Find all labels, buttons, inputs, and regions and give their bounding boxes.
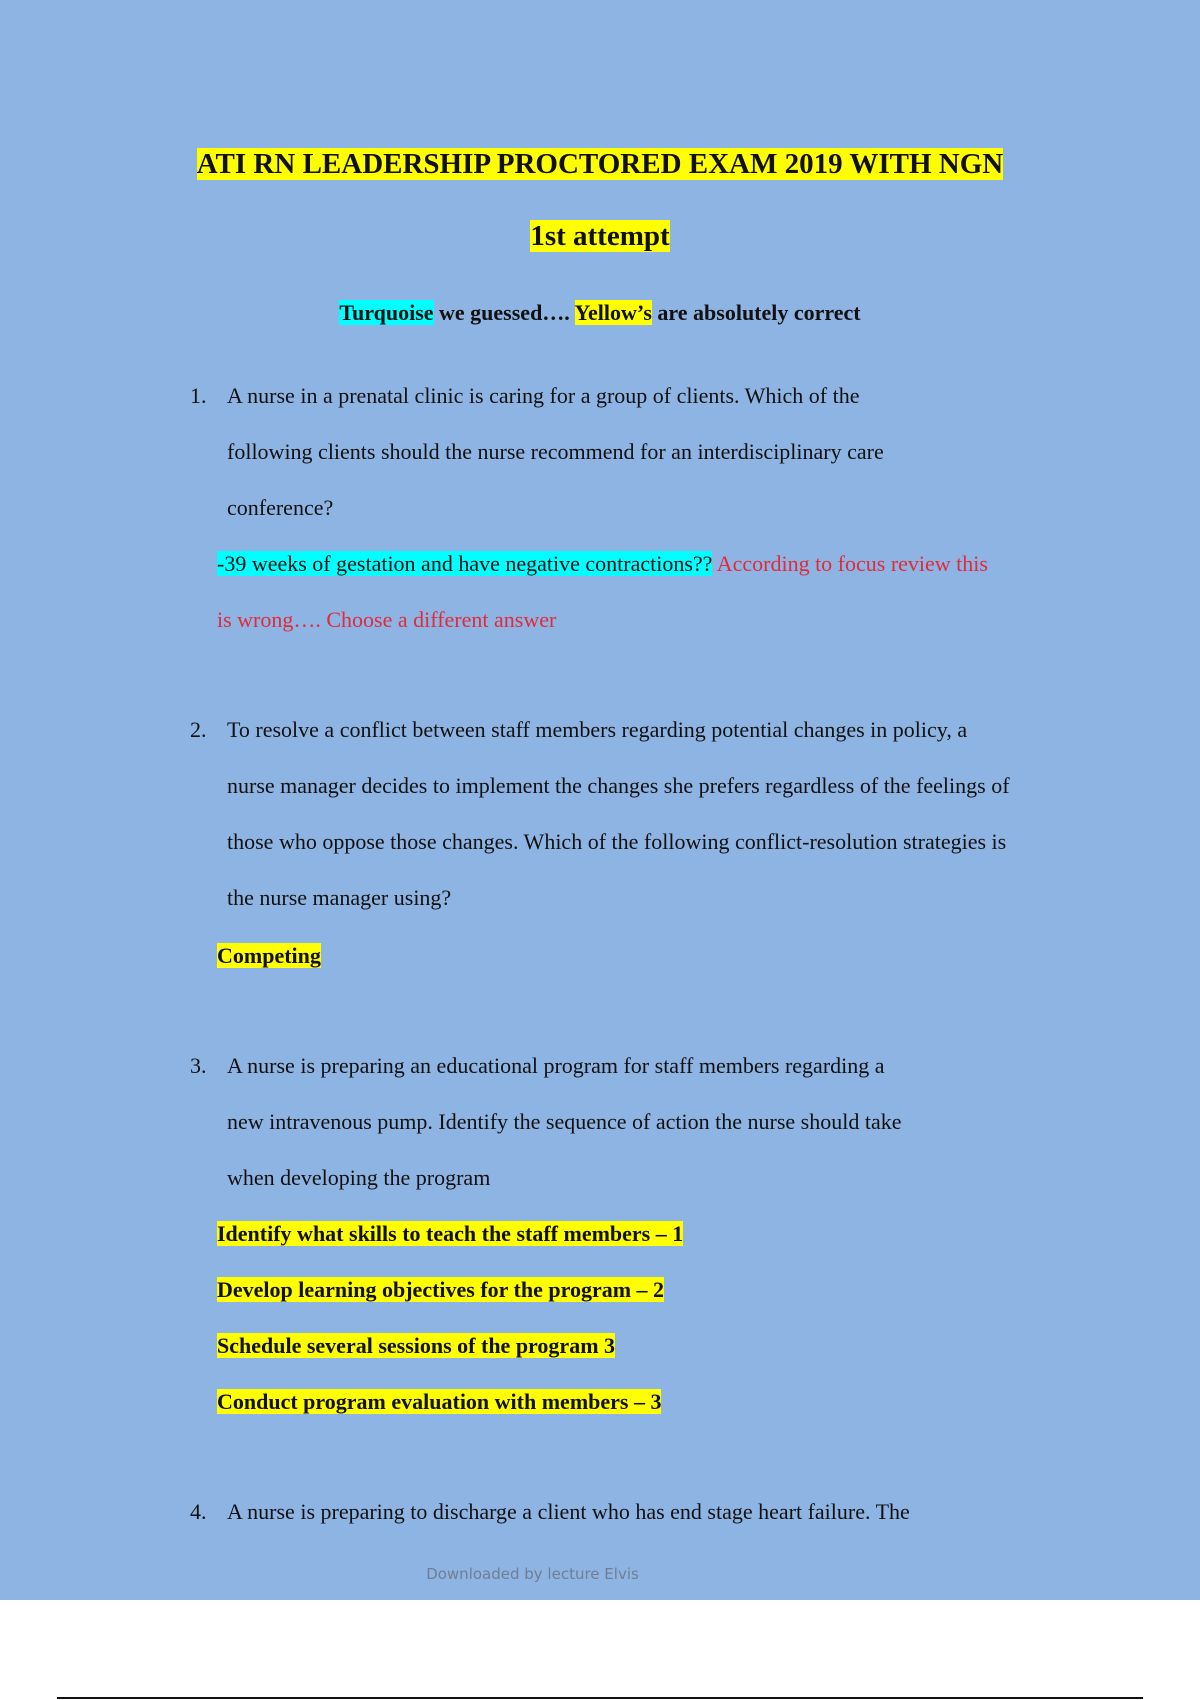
question-line: following clients should the nurse recommend for an interdisciplinary care xyxy=(227,439,884,464)
legend-middle: we guessed…. xyxy=(433,300,575,325)
question-line: those who oppose those changes. Which of the following conflict-resolution strategies is xyxy=(227,829,1007,854)
question-line: when developing the program xyxy=(227,1165,491,1190)
question-line: A nurse is preparing to discharge a client who has end stage heart failure. The xyxy=(227,1499,910,1524)
question-line: A nurse is preparing an educational program for staff members regarding a xyxy=(227,1053,885,1078)
question-1-answer xyxy=(217,536,1097,648)
question-text xyxy=(227,1484,1110,1540)
question-number: 1. xyxy=(190,383,207,408)
page-divider xyxy=(57,1697,1143,1699)
question-line: To resolve a conflict between staff members regarding potential changes in policy, a xyxy=(227,717,968,742)
download-watermark: Downloaded by lecture Elvis xyxy=(426,1565,639,1583)
question-number: 2. xyxy=(190,717,207,742)
question-2 xyxy=(190,702,1110,926)
question-line: new intravenous pump. Identify the sequence of action the nurse should take xyxy=(227,1109,902,1134)
question-line: nurse manager decides to implement the changes she prefers regardless of the feelings of xyxy=(227,773,1010,798)
answer-line xyxy=(217,536,1097,592)
correct-answer: Competing xyxy=(217,943,321,968)
sequence-step xyxy=(217,1262,1097,1318)
review-note-continued: is wrong…. Choose a different answer xyxy=(217,607,557,632)
correct-answer: Conduct program evaluation with members – 3 xyxy=(217,1389,662,1414)
question-2-answer xyxy=(217,928,1097,984)
legend-turquoise: Turquoise xyxy=(339,300,434,325)
guessed-answer: -39 weeks of gestation and have negative contractions?? xyxy=(217,551,713,576)
question-number: 4. xyxy=(190,1499,207,1524)
question-3-answers xyxy=(217,1206,1097,1430)
legend-end: are absolutely correct xyxy=(651,300,861,325)
question-3 xyxy=(190,1038,1110,1206)
sequence-step xyxy=(217,1206,1097,1262)
question-1 xyxy=(190,368,1110,536)
correct-answer: Schedule several sessions of the program 3 xyxy=(217,1333,616,1358)
correct-answer: Identify what skills to teach the staff members – 1 xyxy=(217,1221,684,1246)
question-text xyxy=(227,702,1110,926)
question-line: conference? xyxy=(227,495,334,520)
correct-answer: Develop learning objectives for the program – 2 xyxy=(217,1277,665,1302)
question-text xyxy=(227,1038,1110,1206)
question-line: the nurse manager using? xyxy=(227,885,452,910)
question-4 xyxy=(190,1484,1110,1540)
legend-yellow: Yellow’s xyxy=(574,300,652,325)
subtitle-text: 1st attempt xyxy=(530,220,670,252)
sequence-step xyxy=(217,1374,1097,1430)
title-text: ATI RN LEADERSHIP PROCTORED EXAM 2019 WITH NGN xyxy=(196,148,1004,180)
question-text xyxy=(227,368,1110,536)
question-number: 3. xyxy=(190,1053,207,1078)
document-subtitle xyxy=(0,220,1200,253)
review-note: According to focus review this xyxy=(712,551,988,576)
question-line: A nurse in a prenatal clinic is caring for a group of clients. Which of the xyxy=(227,383,860,408)
color-legend xyxy=(0,300,1200,326)
document-title xyxy=(0,148,1200,181)
sequence-step xyxy=(217,1318,1097,1374)
